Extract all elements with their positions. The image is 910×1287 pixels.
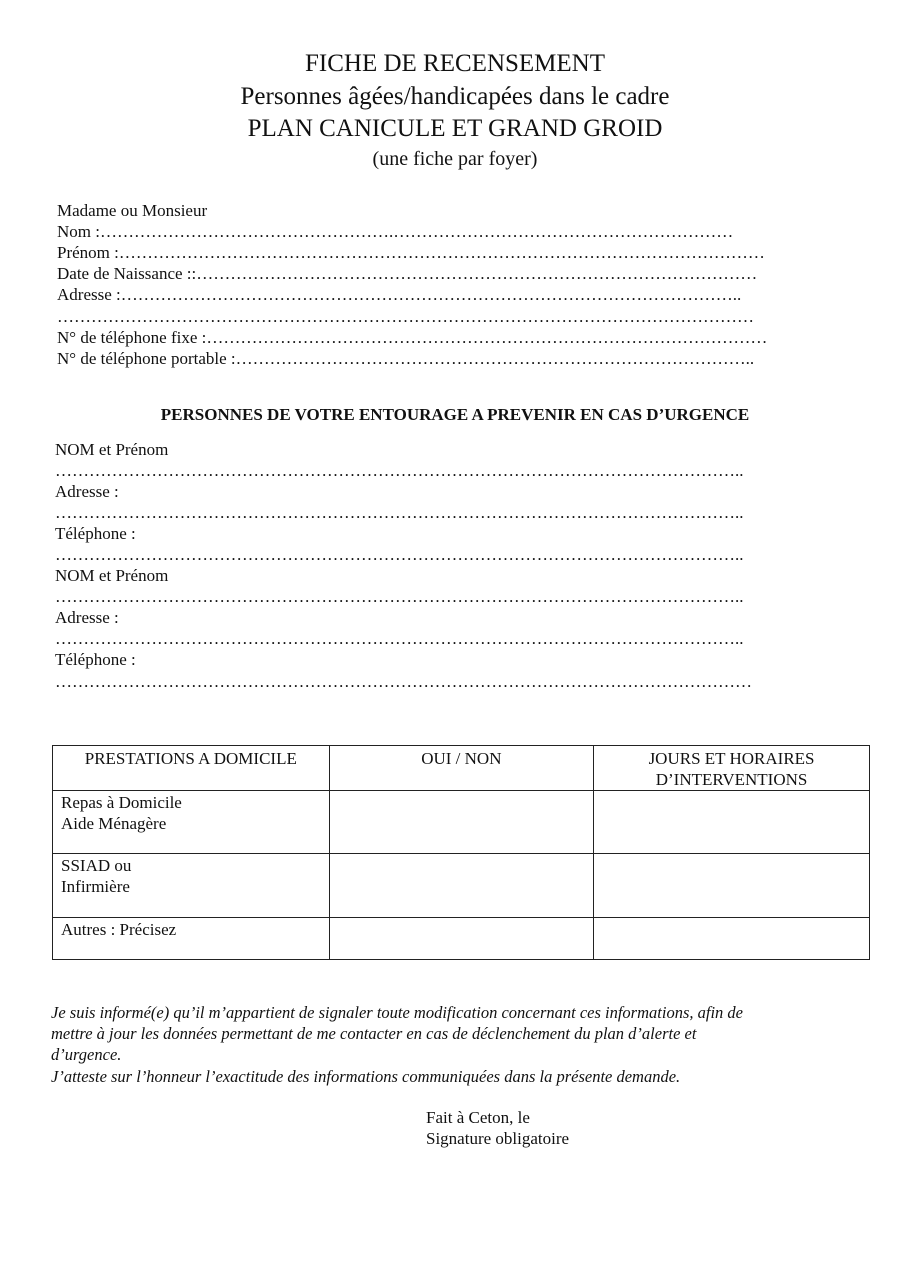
services-table [52, 745, 870, 960]
contact2-address-label: Adresse : [55, 608, 119, 627]
yes-no-cell[interactable] [329, 918, 593, 960]
notice-line1: Je suis informé(e) qu’il m’appartient de signaler toute modification concernant ces informations, afin de [51, 1003, 743, 1022]
tel-fixe-field[interactable]: N° de téléphone fixe :……………………………………………………………………………………… [57, 328, 768, 347]
tel-portable-field[interactable]: N° de téléphone portable :……………………………………………………………………………….. [57, 349, 755, 368]
contact2-phone-field[interactable]: …………………………………………………………………………………………………………… [55, 672, 752, 691]
salutation-label: Madame ou Monsieur [57, 201, 208, 220]
nom-field[interactable]: Nom :…………………………………………….…………………………………………………… [57, 222, 734, 241]
schedule-cell[interactable] [594, 918, 870, 960]
per-household-note: (une fiche par foyer) [372, 148, 538, 170]
notice-line2: mettre à jour les données permettant de me contacter en cas de déclenchement du plan d’alerte et [51, 1024, 697, 1043]
schedule-cell[interactable] [594, 791, 870, 854]
contact2-address-field[interactable]: ………………………………………………………………………………………………………….. [55, 629, 744, 648]
document-title: FICHE DE RECENSEMENT [305, 50, 605, 77]
prenom-field[interactable]: Prénom :…………………………………………………………………………………………………… [57, 243, 765, 262]
contact1-name-field[interactable]: ………………………………………………………………………………………………………….. [55, 461, 744, 480]
adresse-field[interactable]: Adresse :……………………………………………………………………………………………….. [57, 285, 742, 304]
contact1-name-label: NOM et Prénom [55, 440, 169, 459]
notice-line4: J’atteste sur l’honneur l’exactitude des informations communiquées dans la présente demande. [51, 1067, 681, 1086]
date-naissance-field[interactable]: Date de Naissance ::……………………………………………………………………………………… [57, 264, 758, 283]
service-line1: SSIAD ou [61, 856, 132, 875]
service-label [53, 791, 330, 854]
notice-line3: d’urgence. [51, 1045, 122, 1064]
contact2-name-label: NOM et Prénom [55, 566, 169, 585]
adresse-line2-field[interactable]: …………………………………………………………………………………………………………… [57, 307, 754, 326]
service-line2: Aide Ménagère [61, 814, 167, 833]
place-date-field[interactable]: Fait à Ceton, le [426, 1108, 530, 1127]
table-row [53, 791, 870, 854]
contacts-heading: PERSONNES DE VOTRE ENTOURAGE A PREVENIR EN CAS D’URGENCE [160, 405, 750, 424]
service-label [53, 918, 330, 960]
service-line2: Infirmière [61, 877, 130, 896]
schedule-cell[interactable] [594, 854, 870, 918]
yes-no-cell[interactable] [329, 854, 593, 918]
column-header-services: PRESTATIONS A DOMICILE [53, 746, 330, 791]
service-line1: Autres : Précisez [61, 920, 177, 939]
table-row [53, 918, 870, 960]
plan-title: PLAN CANICULE ET GRAND GROID [247, 115, 663, 142]
contact1-address-label: Adresse : [55, 482, 119, 501]
service-line1: Repas à Domicile [61, 793, 182, 812]
contact1-phone-label: Téléphone : [55, 524, 136, 543]
table-row [53, 854, 870, 918]
column-header-schedule: JOURS ET HORAIRES D’INTERVENTIONS [594, 746, 870, 791]
signature-field[interactable]: Signature obligatoire [426, 1129, 570, 1148]
service-label [53, 854, 330, 918]
contact2-phone-label: Téléphone : [55, 650, 136, 669]
table-header-row [53, 746, 870, 791]
column-header-yes-no: OUI / NON [329, 746, 593, 791]
contact1-phone-field[interactable]: ………………………………………………………………………………………………………….. [55, 545, 744, 564]
contact2-name-field[interactable]: ………………………………………………………………………………………………………….. [55, 587, 744, 606]
document-subtitle: Personnes âgées/handicapées dans le cadre [240, 83, 670, 110]
yes-no-cell[interactable] [329, 791, 593, 854]
contact1-address-field[interactable]: ………………………………………………………………………………………………………….. [55, 503, 744, 522]
